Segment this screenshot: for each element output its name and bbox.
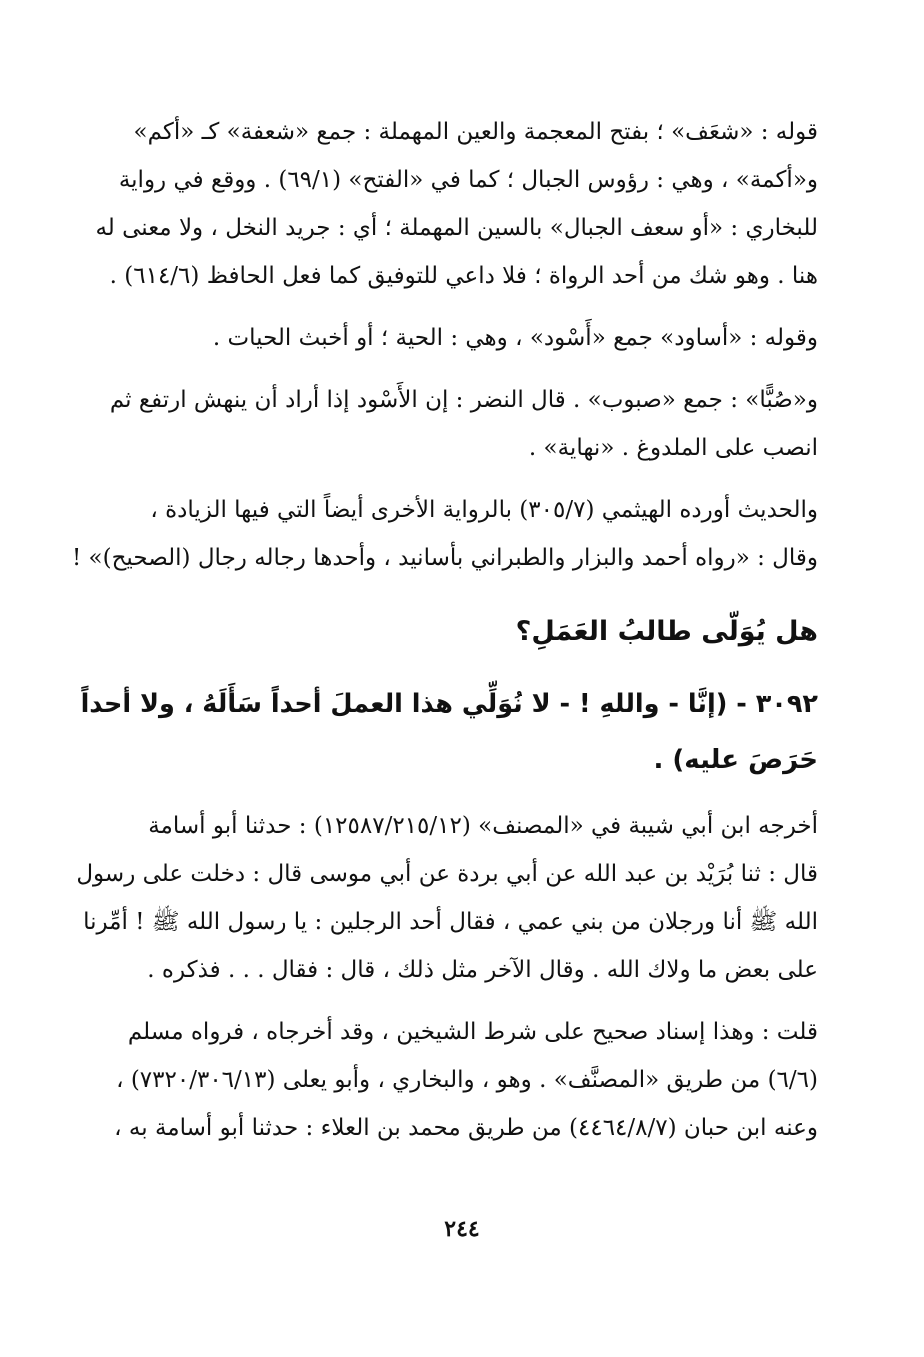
text-line: و«أكمة» ، وهي : رؤوس الجبال ؛ كما في «الفتح» (٦٩/١) . ووقع في رواية (118, 167, 818, 193)
page-number: ٢٤٤ (444, 1216, 480, 1242)
text-line: قال : ثنا بُرَيْد بن عبد الله عن أبي بردة عن أبي موسى قال : دخلت على رسول (76, 861, 818, 887)
text-line: (٦/٦) من طريق «المصنَّف» . وهو ، والبخاري ، وأبو يعلى (٧٣٢٠/٣٠٦/١٣) ، (116, 1067, 818, 1093)
text-line: على بعض ما ولاك الله . وقال الآخر مثل ذلك ، قال : فقال . . . فذكره . (147, 957, 818, 983)
text-line: وقوله : «أساود» جمع «أَسْود» ، وهي : الحية ؛ أو أخبث الحيات . (212, 325, 818, 351)
text-line: انصب على الملدوغ . «نهاية» . (528, 435, 818, 461)
text-line: أخرجه ابن أبي شيبة في «المصنف» (١٢٥٨٧/٢١٥/١٢) : حدثنا أبو أسامة (148, 813, 818, 839)
text-line: وقال : «رواه أحمد والبزار والطبراني بأسانيد ، وأحدها رجاله رجال (الصحيح)» ! (71, 545, 818, 571)
page-body (70, 108, 818, 1308)
paragraph-isnad-comment (70, 1008, 818, 1152)
hadith-line: ٣٠٩٢ - (إنَّا - واللهِ ! - لا نُوَلِّي هذا العملَ أحداً سَأَلَهُ ، ولا أحداً (80, 689, 818, 719)
text-line: الله ﷺ أنا ورجلان من بني عمي ، فقال أحد الرجلين : يا رسول الله ﷺ ! أمِّرنا (83, 909, 818, 935)
paragraph-asawid-note (70, 314, 818, 362)
paragraph-takhrij (70, 802, 818, 994)
text-line: للبخاري : «أو سعف الجبال» بالسين المهملة ؛ أي : جريد النخل ، ولا معنى له (95, 215, 818, 241)
text-line: قلت : وهذا إسناد صحيح على شرط الشيخين ، وقد أخرجاه ، فرواه مسلم (127, 1019, 818, 1045)
text-line: هنا . وهو شك من أحد الرواة ؛ فلا داعي للتوفيق كما فعل الحافظ (٦١٤/٦) . (109, 263, 818, 289)
hadith-text (70, 676, 818, 788)
text-line: و«صُبًّا» : جمع «صبوب» . قال النضر : إن الأَسْود إذا أراد أن ينهش ارتفع ثم (109, 387, 818, 413)
paragraph-shaaf-note (70, 108, 818, 300)
hadith-line: حَرَصَ عليه) . (653, 745, 818, 775)
section-heading: هل يُوَلّى طالبُ العَمَلِ؟ (515, 616, 818, 647)
text-line: قوله : «شعَف» ؛ بفتح المعجمة والعين المهملة : جمع «شعفة» كـ «أكم» (133, 119, 818, 145)
paragraph-haythami-note (70, 486, 818, 582)
text-line: والحديث أورده الهيثمي (٣٠٥/٧) بالرواية الأخرى أيضاً التي فيها الزيادة ، (150, 497, 818, 523)
paragraph-subba-note (70, 376, 818, 472)
text-line: وعنه ابن حبان (٤٤٦٤/٨/٧) من طريق محمد بن العلاء : حدثنا أبو أسامة به ، (114, 1115, 818, 1141)
